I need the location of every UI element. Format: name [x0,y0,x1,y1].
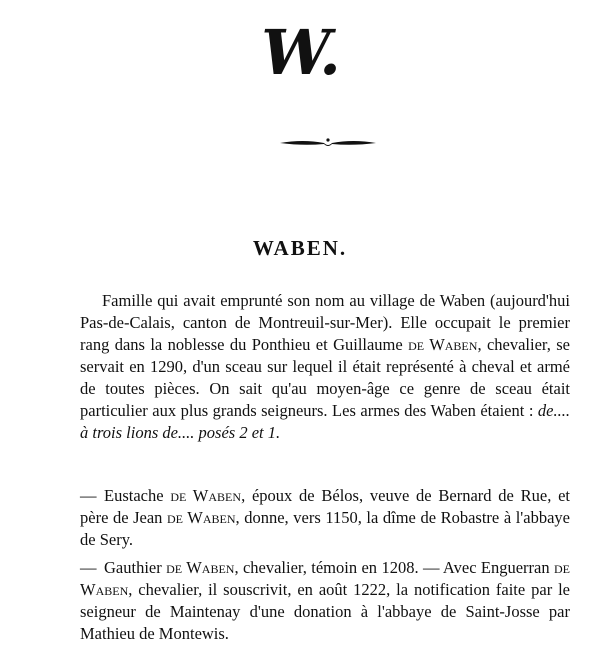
entry-smallcaps-2: de Waben [167,508,236,527]
entry-smallcaps-1: de Waben [166,558,235,577]
entry-smallcaps-1: de Waben [170,486,242,505]
section-letter: W. [261,16,339,89]
name-smallcaps: de Waben [408,335,478,354]
intro-text-1: Famille qui avait emprunté son nom au village de Waben (aujourd'hui Pas-de-Calais, canton de Montreuil-sur-Mer). Elle occupait le premier rang dans la noblesse du Ponthieu et Guillaume [80,291,570,354]
arms-italic: de.... à trois lions de.... posés 2 et 1. [80,401,570,442]
entry-text-a: Eustache [104,486,164,505]
intro-paragraph [80,290,570,444]
entry-text-c: , chevalier, il souscrivit, en août 1222, la notification faite par le seigneur de Maintenay d'une donation à l'abbaye de Saint-Josse par Mathieu de Montewis. [80,580,570,643]
entry-text-b: , époux de Bélos, veuve de Bernard de Rue, et père de Jean [80,486,571,527]
entry-dash: — [80,558,97,577]
intro-text-2: , chevalier, se servait en 1290, d'un sceau sur lequel il était représenté à cheval et armé de toutes pièces. On sait qu'au moyen-âge ce genre de sceau était particulier aux plus grands seigneurs. Les armes des Waben étaient : [80,335,570,420]
entry-text-a: Gauthier [104,558,162,577]
entry-text-c: , donne, vers 1150, la dîme de Robastre à l'abbaye de Sery. [80,508,570,549]
entry-eustache [80,485,570,551]
entry-text-b: , chevalier, témoin en 1208. — Avec Enguerran [234,558,550,577]
article-title: WABEN. [252,236,348,260]
entry-smallcaps-2: de Waben [80,558,571,599]
scroll-ornament-icon [278,136,378,150]
entry-gauthier [80,557,570,645]
entry-dash: — [80,486,97,505]
